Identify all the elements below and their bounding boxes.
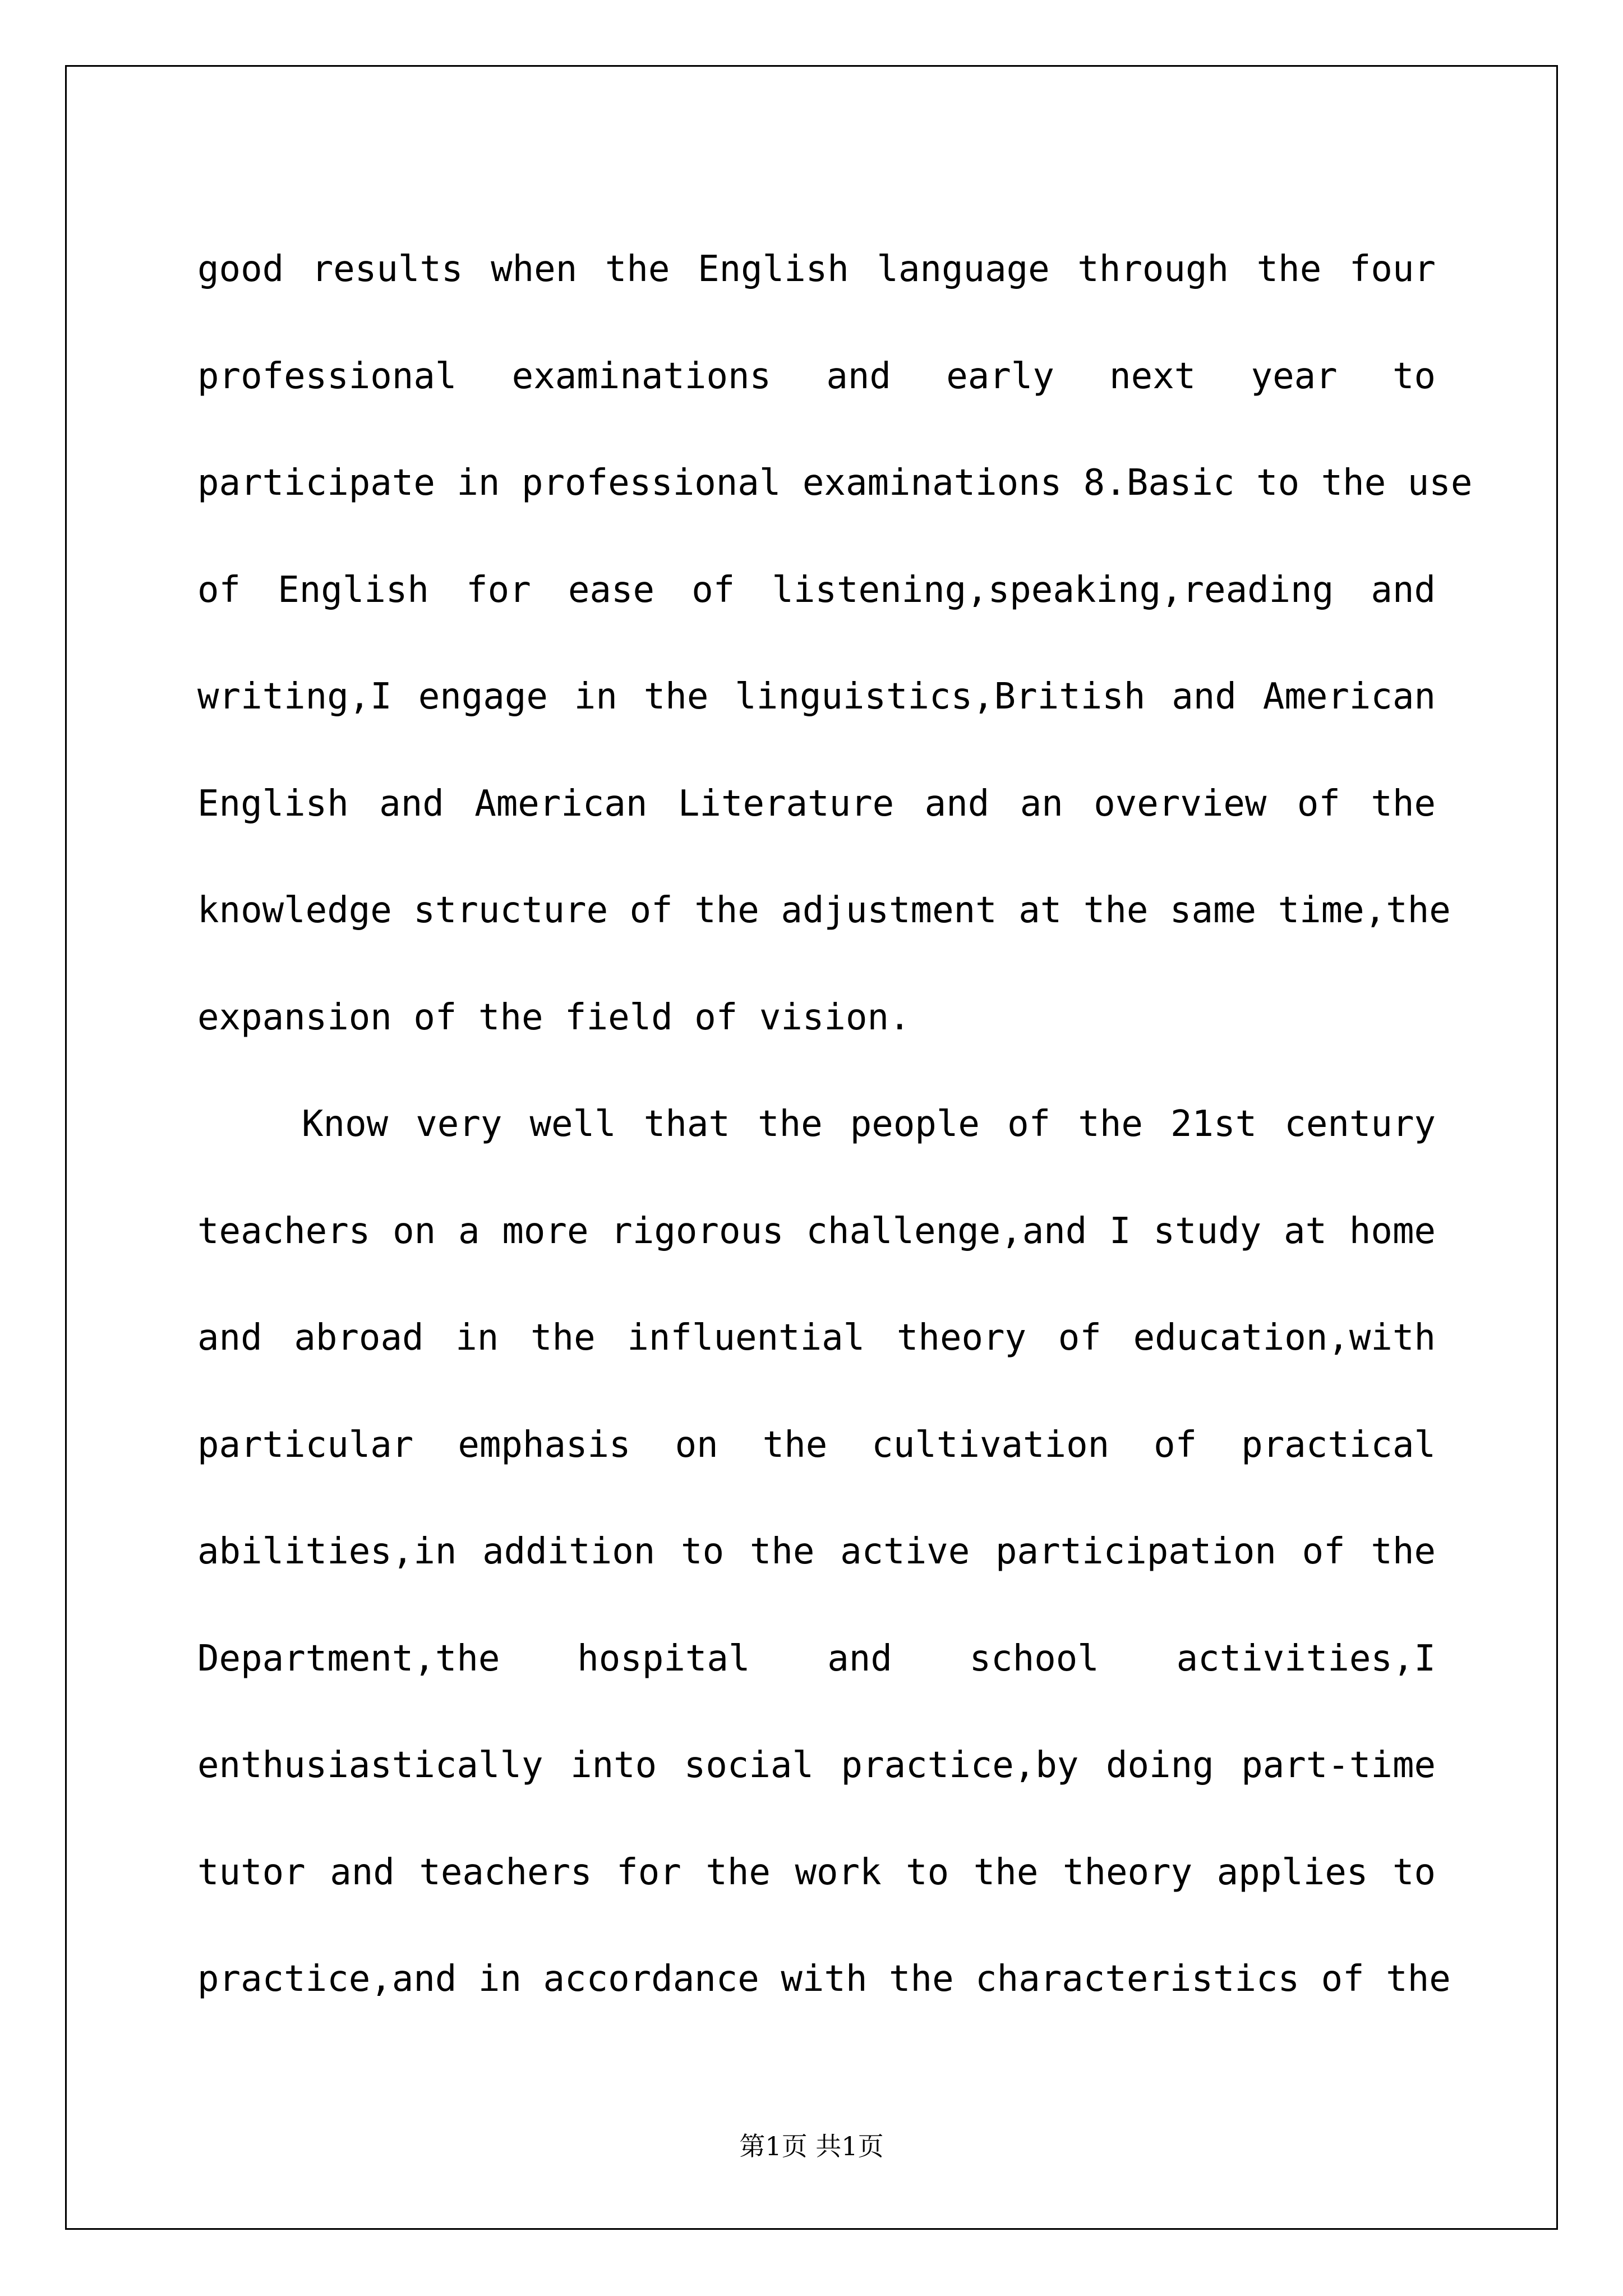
text-line: participate in professional examinations 8.Basic to the use [197,462,1473,504]
text-line: particular emphasis on the cultivation of practical [197,1424,1436,1466]
text-line: expansion of the field of vision. [197,996,911,1038]
document-body [197,216,1473,2033]
text-line: professional examinations and early next year to [197,355,1436,397]
text-line: of English for ease of listening,speaking,reading and [197,569,1436,611]
text-line: and abroad in the influential theory of education,with [197,1317,1436,1359]
text-line: good results when the English language through the four [197,249,1436,290]
text-line: teachers on a more rigorous challenge,and I study at home [197,1210,1436,1252]
text-line: knowledge structure of the adjustment at the same time,the [197,890,1451,931]
text-line: practice,and in accordance with the characteristics of the [197,1958,1451,2000]
text-line: English and American Literature and an overview of the [197,783,1436,825]
text-line: enthusiastically into social practice,by doing part-time [197,1745,1436,1786]
text-line: tutor and teachers for the work to the theory applies to [197,1851,1436,1893]
page-number-footer: 第1页 共1页 [739,2131,884,2161]
text-line: Know very well that the people of the 21st century [302,1103,1436,1145]
text-line: writing,I engage in the linguistics,British and American [197,676,1436,717]
text-line: Department,the hospital and school activities,I [197,1637,1436,1680]
text-line: abilities,in addition to the active participation of the [197,1531,1436,1572]
